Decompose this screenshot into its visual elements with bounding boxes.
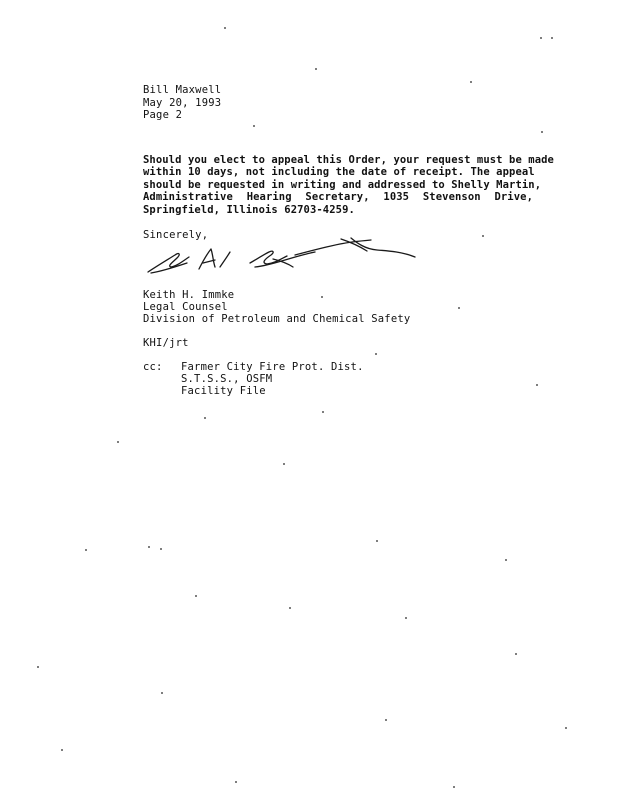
scan-speck <box>482 235 484 237</box>
scan-speck <box>470 81 472 83</box>
scan-speck <box>195 595 197 597</box>
recipient-name: Bill Maxwell <box>143 84 222 96</box>
scan-speck <box>541 131 543 133</box>
scan-speck <box>253 125 255 127</box>
scan-speck <box>315 68 317 70</box>
paragraph-word: Stevenson <box>422 191 481 204</box>
scan-speck <box>283 463 285 465</box>
scan-speck <box>453 786 455 788</box>
scan-speck <box>536 384 538 386</box>
scan-speck <box>160 548 162 550</box>
scan-speck <box>117 441 119 443</box>
signer-division: Division of Petroleum and Chemical Safety <box>143 312 411 325</box>
paragraph-line: should be requested in writing and addressed to Shelly Martin, <box>143 178 542 191</box>
cc-recipient-list <box>181 361 364 397</box>
scan-speck <box>540 37 542 39</box>
scan-speck <box>458 307 460 309</box>
scan-speck <box>385 719 387 721</box>
scan-speck <box>321 296 323 298</box>
scan-speck <box>37 666 39 668</box>
scan-speck <box>224 27 226 29</box>
cc-recipient: Farmer City Fire Prot. Dist. <box>181 361 364 373</box>
scan-speck <box>375 353 377 355</box>
scan-speck <box>405 617 407 619</box>
paragraph-word: Drive, <box>494 191 533 204</box>
scan-speck <box>235 781 237 783</box>
signer-title: Legal Counsel <box>143 300 228 313</box>
handwritten-signature <box>145 233 420 278</box>
scan-speck <box>289 607 291 609</box>
scan-speck <box>148 546 150 548</box>
appeal-paragraph <box>143 154 554 216</box>
signer-block <box>143 289 410 324</box>
page-number: Page 2 <box>143 109 183 121</box>
paragraph-word: Hearing <box>246 191 292 204</box>
paragraph-line: within 10 days, not including the date of receipt. The appeal <box>143 166 535 179</box>
scan-speck <box>551 37 553 39</box>
scan-speck <box>515 653 517 655</box>
letter-date: May 20, 1993 <box>143 96 222 109</box>
scan-speck <box>61 749 63 751</box>
scan-speck <box>204 417 206 419</box>
paragraph-line-justified <box>143 191 533 203</box>
scan-speck <box>322 411 324 413</box>
reference-initials: KHI/jrt <box>143 337 189 349</box>
scan-speck <box>565 727 567 729</box>
cc-recipient: S.T.S.S., OSFM <box>181 373 273 385</box>
scan-speck <box>376 540 378 542</box>
paragraph-word: 1035 <box>383 191 410 204</box>
paragraph-line: Springfield, Illinois 62703-4259. <box>143 203 355 216</box>
paragraph-word: Administrative <box>143 191 233 204</box>
scan-speck <box>85 549 87 551</box>
paragraph-line: Should you elect to appeal this Order, your request must be made <box>143 154 554 166</box>
signer-name: Keith H. Immke <box>143 289 235 301</box>
cc-recipient: Facility File <box>181 385 266 397</box>
letter-header <box>143 84 221 122</box>
paragraph-word: Secretary, <box>305 191 370 204</box>
closing-salutation: Sincerely, <box>143 229 209 241</box>
cc-label: cc: <box>143 361 163 373</box>
scan-speck <box>161 692 163 694</box>
scan-speck <box>505 559 507 561</box>
